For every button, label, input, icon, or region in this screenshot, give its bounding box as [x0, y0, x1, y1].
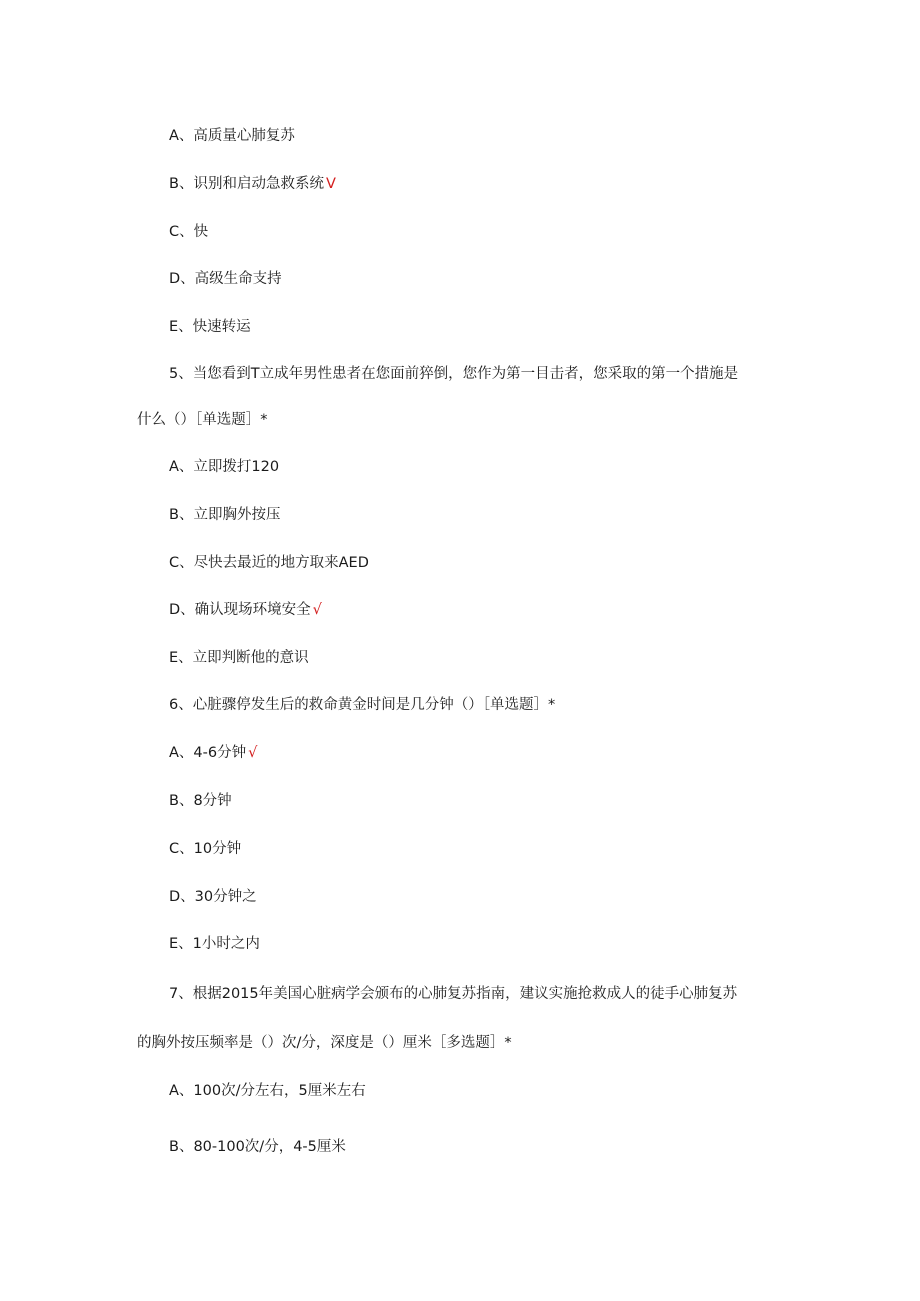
option-a [169, 457, 281, 477]
option-d [169, 269, 284, 289]
check-mark: V [325, 176, 336, 192]
option-e [169, 317, 253, 337]
option-b [169, 505, 282, 525]
option-text: B、80-100次/分，4-5厘米 [169, 1139, 346, 1155]
option-text: C、快 [169, 224, 209, 240]
option-text: E、1小时之内 [169, 936, 260, 952]
option-e [169, 648, 311, 668]
option-text: B、8分钟 [169, 793, 232, 809]
question-6-text: 6、心脏骤停发生后的救命黄金时间是几分钟（）［单选题］* [169, 697, 556, 713]
option-text: B、识别和启动急救系统 [169, 176, 324, 192]
option-text: C、尽快去最近的地方取来AED [169, 555, 369, 571]
option-text: C、10分钟 [169, 841, 242, 857]
option-text: D、确认现场环境安全 [169, 602, 311, 618]
option-a [169, 1081, 368, 1101]
option-a [169, 743, 257, 763]
option-text: A、100次/分左右，5厘米左右 [169, 1083, 366, 1099]
option-text: E、快速转运 [169, 319, 251, 335]
question-7-text: 7、根据2015年美国心脏病学会颁布的心肺复苏指南，建议实施抢救成人的徒手心肺复苏 [169, 986, 738, 1002]
option-e [169, 934, 262, 954]
question-5-text: 5、当您看到T立成年男性患者在您面前猝倒，您作为第一目击者，您采取的第一个措施是 [169, 366, 739, 382]
question-7-text-cont: 的胸外按压频率是（）次/分，深度是（）厘米［多选题］* [137, 1035, 512, 1051]
option-d [169, 600, 322, 620]
option-text: D、高级生命支持 [169, 271, 282, 287]
option-c [169, 222, 210, 242]
check-mark: √ [312, 602, 322, 618]
option-c [169, 553, 371, 573]
option-b [169, 791, 234, 811]
option-text: B、立即胸外按压 [169, 507, 281, 523]
option-text: E、立即判断他的意识 [169, 650, 309, 666]
option-text: D、30分钟之 [169, 889, 257, 905]
option-text: A、4-6分钟 [169, 745, 247, 761]
option-text: A、高质量心肺复苏 [169, 128, 295, 144]
question-5-text-cont: 什么（）［单选题］* [137, 412, 268, 428]
option-b [169, 174, 336, 194]
option-c [169, 839, 243, 859]
option-d [169, 887, 259, 907]
option-b [169, 1137, 348, 1157]
option-a [169, 126, 297, 146]
option-text: A、立即拨打120 [169, 459, 280, 475]
check-mark: √ [248, 745, 258, 761]
